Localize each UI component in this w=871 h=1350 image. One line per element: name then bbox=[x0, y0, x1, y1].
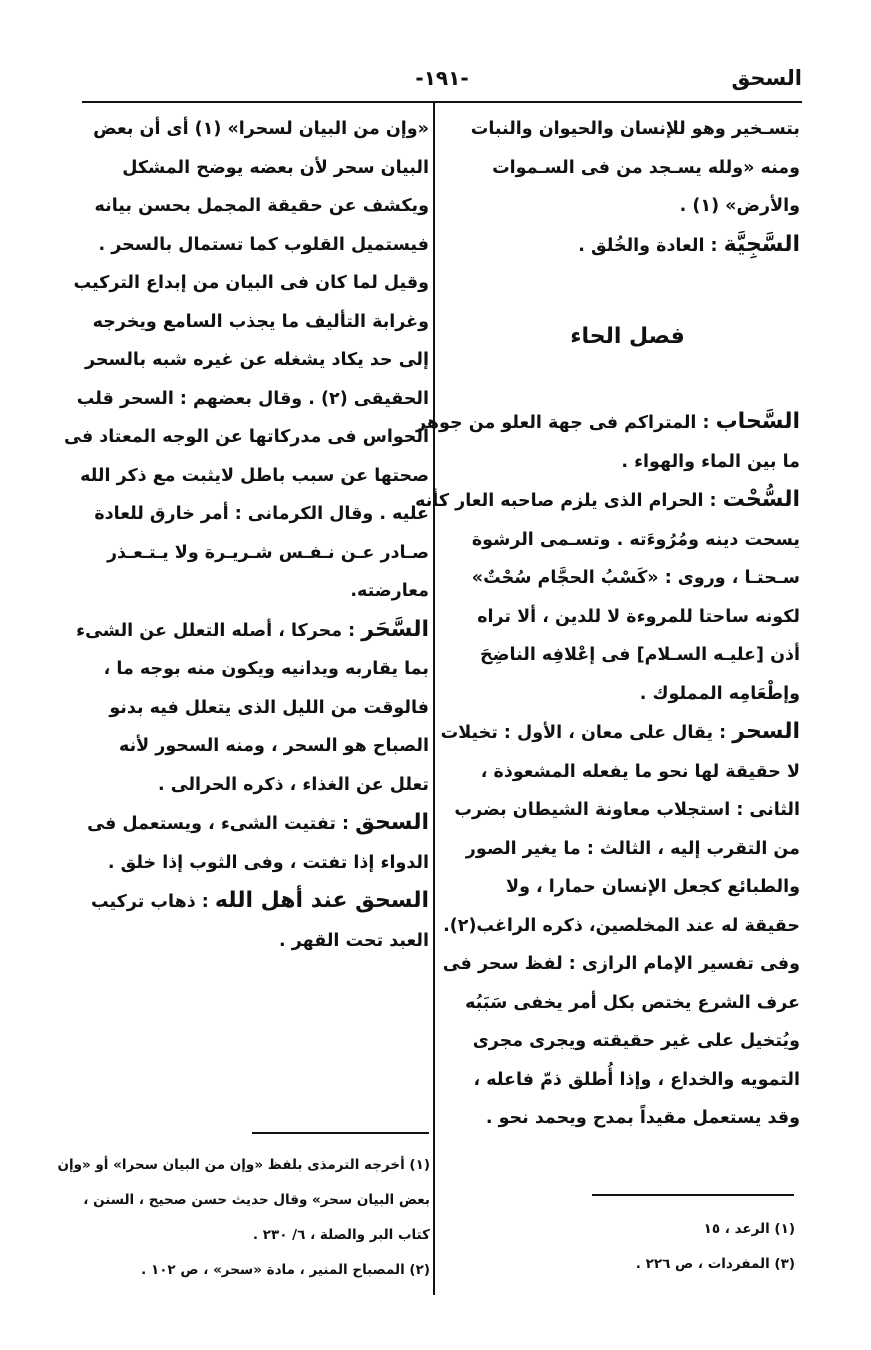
text-line: يسحت دينه ومُرُوءَته . وتسـمى الرشوة bbox=[471, 529, 800, 550]
entry-headword: السحق bbox=[355, 810, 429, 835]
footnote-rule bbox=[252, 1132, 429, 1134]
entry-definition: : تفتيت الشىء ، ويستعمل فى bbox=[87, 814, 350, 834]
text-line: التمويه والخداع ، وإذا أُطلق ذمّ فاعله ، bbox=[473, 1069, 800, 1090]
entry-definition: : الحرام الذى يلزم صاحبه العار كأنه bbox=[415, 491, 717, 511]
entry-sijiyya bbox=[455, 226, 800, 266]
text-line: تعلل عن الغذاء ، ذكره الحرالى . bbox=[158, 774, 429, 795]
text-line: وإطْعَامِه المملوك . bbox=[639, 683, 800, 704]
footnote-line: بعض البيان سحر» وقال حديث حسن صحيح ، السنن ، bbox=[83, 1192, 430, 1208]
text-line: لا حقيقة لها نحو ما يفعله المشعوذة ، bbox=[480, 761, 800, 782]
text-line: البيان سحر لأن بعضه يوضح المشكل bbox=[122, 157, 429, 178]
entry-definition: : ذهاب تركيب bbox=[91, 892, 209, 912]
footnote-line: كتاب البر والصلة ، ٦/ ٢٣٠ . bbox=[252, 1227, 430, 1243]
footnote-line: (٣) المفردات ، ص ٢٢٦ . bbox=[635, 1256, 795, 1272]
text-line: معارضته. bbox=[350, 581, 429, 601]
text-line: فالوقت من الليل الذى يتعلل فيه بدنو bbox=[109, 697, 429, 718]
text-line: الصباح هو السحر ، ومنه السحور لأنه bbox=[118, 736, 429, 756]
footnotes-left bbox=[57, 1148, 430, 1288]
text-line: والأرض» (١) . bbox=[679, 196, 800, 216]
text-line: الحواس فى مدركاتها عن الوجه المعتاد فى bbox=[64, 427, 429, 447]
entry-headword: السحر bbox=[732, 719, 800, 744]
text-line: صـادر عـن نـفـس شـريـرة ولا يـتـعـذر bbox=[106, 542, 429, 563]
text-line: الحقيقى (٢) . وقال بعضهم : السحر قلب bbox=[76, 388, 429, 409]
entry-sahar bbox=[76, 611, 429, 651]
page-number: -١٩١- bbox=[415, 66, 469, 90]
text-line: والطبائع كجعل الإنسان حمارا ، ولا bbox=[506, 877, 800, 897]
footnotes-right bbox=[450, 1212, 795, 1282]
entry-headword: السَّجِيَّة bbox=[723, 231, 800, 257]
footnote-line: (١) الرعد ، ١٥ bbox=[703, 1221, 795, 1237]
entry-definition: : المتراكم فى جهة العلو من جوهر bbox=[416, 413, 710, 433]
text-line: ما بين الماء والهواء . bbox=[621, 451, 800, 472]
text-line: إلى حد يكاد يشغله عن غيره شبه بالسحر bbox=[85, 350, 429, 370]
right-column bbox=[415, 110, 800, 1138]
text-line: سـحتـا ، وروى : «كَسْبُ الحجَّام سُحْتٌ» bbox=[471, 568, 800, 588]
text-line: صحتها عن سبب باطل لايثبت مع ذكر الله bbox=[80, 465, 429, 486]
entry-definition: : يقال على معان ، الأول : تخيلات bbox=[440, 723, 727, 743]
text-line: «وإن من البيان لسحرا» (١) أى أن بعض bbox=[93, 119, 429, 139]
text-line: العبد تحت القهر . bbox=[279, 930, 429, 951]
text-line: عليه . وقال الكرمانى : أمر خارق للعادة bbox=[94, 504, 429, 524]
entry-headword: السَّحَر bbox=[361, 616, 429, 642]
text-line: ويُتخيل على غير حقيقته ويجرى مجرى bbox=[472, 1031, 800, 1051]
text-line: عرف الشرع يختص بكل أمر يخفى سَبَبُه bbox=[465, 992, 800, 1013]
text-line: الثانى : استجلاب معاونة الشيطان بضرب bbox=[454, 800, 800, 820]
text-line: حقيقة له عند المخلصين، ذكره الراغب(٢). bbox=[443, 915, 800, 936]
entry-sahq bbox=[84, 804, 429, 844]
text-line: وقيل لما كان فى البيان من إبداع التركيب bbox=[73, 273, 429, 293]
text-line: أذن [عليـه السـلام] فى إعْلافِه الناضِحَ bbox=[480, 645, 800, 665]
entry-definition: : محركا ، أصله التعلل عن الشىء bbox=[76, 620, 356, 641]
text-line: من التقرب إليه ، الثالث : ما يغير الصور bbox=[465, 838, 800, 859]
text-line: بما يقاربه ويدانيه ويكون منه بوجه ما ، bbox=[103, 659, 429, 679]
text-line: ويكشف عن حقيقة المجمل بحسن بيانه bbox=[94, 196, 429, 216]
text-line: لكونه ساحتا للمروءة لا للدين ، ألا تراه bbox=[477, 606, 800, 627]
running-head: السحق bbox=[731, 66, 802, 90]
column-divider bbox=[433, 103, 435, 1295]
entry-definition: : العادة والخُلق . bbox=[578, 235, 718, 256]
text-line: فيستميل القلوب كما تستمال بالسحر . bbox=[98, 234, 429, 255]
entry-sahab bbox=[416, 403, 800, 443]
entry-sihr bbox=[440, 713, 800, 753]
header-rule bbox=[82, 101, 802, 103]
footnote-line: (٢) المصباح المنير ، مادة «سحر» ، ص ١٠٢ . bbox=[141, 1262, 430, 1278]
section-title: فصل الحاء bbox=[570, 324, 685, 349]
text-line: الدواء إذا تفتت ، وفى الثوب إذا خلق . bbox=[107, 852, 429, 873]
entry-headword: السَّحاب bbox=[715, 409, 800, 434]
entry-headword: السحق عند أهل الله bbox=[214, 888, 429, 913]
text-line: وقد يستعمل مقيداً بمدح ويحمد نحو . bbox=[485, 1108, 800, 1128]
footnote-line: (١) أخرجه الترمذى بلفظ «وإن من البيان سحرا» أو «وإن bbox=[57, 1157, 430, 1173]
text-line: وفى تفسير الإمام الرازى : لفظ سحر فى bbox=[442, 954, 800, 974]
page-header bbox=[82, 62, 802, 100]
text-line: بتسـخير وهو للإنسان والحيوان والنبات bbox=[470, 119, 800, 139]
left-column bbox=[64, 110, 429, 960]
entry-headword: السُّحْت bbox=[722, 487, 800, 512]
text-line: وغرابة التأليف ما يجذب السامع ويخرجه bbox=[92, 311, 429, 332]
entry-sahq-sufi bbox=[84, 882, 429, 922]
entry-suht bbox=[415, 481, 800, 521]
footnote-rule bbox=[592, 1194, 794, 1196]
text-line: ومنه «ولله يسـجد من فى السـموات bbox=[492, 157, 800, 178]
